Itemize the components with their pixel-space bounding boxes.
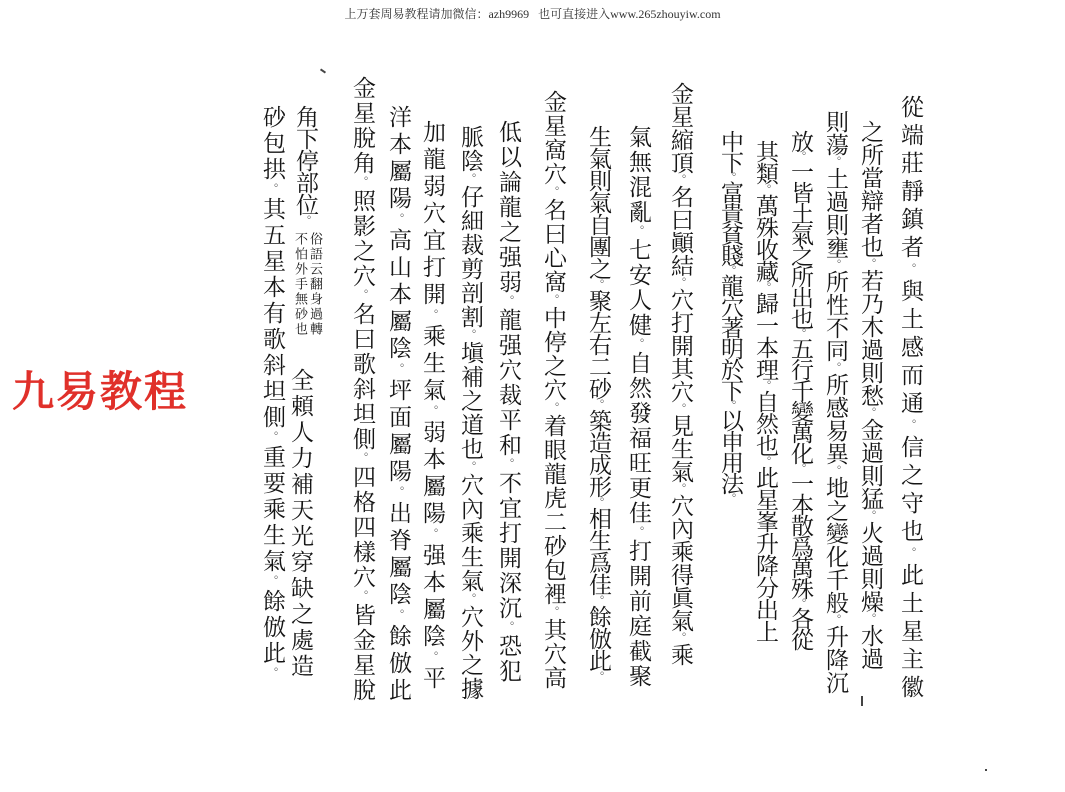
inline-note: 俗語云翻身過轉不怕外手無砂也 — [292, 232, 322, 337]
scan-speck — [861, 696, 863, 706]
text-column-6: 中下。富貴貧賤。龍穴著明於下。以申用法。 — [717, 130, 743, 502]
text-column-2: 之所當辯者也。若乃木過則愁。金過則猛。火過則燥。水過 — [857, 120, 883, 670]
text-column-11: 低以論龍之强弱。龍强穴裁平和。不宜打開深沉。恐犯 — [495, 120, 521, 684]
text-column-3: 則蕩。土過則壅。所性不同。所感易異。地之變化千般。升降沉 — [822, 110, 848, 694]
text-column-13: 加龍弱穴宜打開。乘生氣。弱本屬陽。强本屬陰。平 — [419, 120, 445, 693]
text-column-12: 脈陰。仔細裁剪剖割。塡補之道也。穴內乘生氣。穴外之據 — [457, 125, 483, 701]
text-column-16-top: 角下停部位。 — [292, 105, 318, 225]
scan-speck — [320, 68, 326, 73]
text-column-10: 金星窩穴。名曰心窩。中停之穴。着眼龍虎二砂包裡。其穴高 — [540, 90, 566, 690]
text-column-4: 放。一皆土氣之所出也。五行千變萬化。一本散爲萬殊。各從 — [787, 130, 813, 649]
text-column-8: 氣無混亂。七安人健。自然發福旺更佳。打開前庭截聚 — [625, 125, 651, 689]
text-column-7: 金星縮頂。名曰顚結。穴打開其穴。見生氣。穴內乘得眞氣。乘 — [667, 82, 693, 666]
header-banner: 上万套周易教程请加微信：azh9969 也可直接进入www.265zhouyiw.com — [344, 7, 721, 21]
text-column-1: 從端莊靜鎮者。與土感而通。信之守也。此土星主徽 — [897, 95, 923, 703]
text-column-16-bottom: 全頼人力補天光穿缺之處造 — [287, 368, 313, 680]
scan-speck — [985, 769, 987, 771]
text-column-5: 其類。萬殊收藏。歸一本理。自然也。此星峯升降分出上 — [752, 140, 778, 642]
text-column-15: 金星脫角。照影之穴。名曰歌斜坦側。四格四樣穴。皆金星脫 — [349, 76, 375, 703]
text-column-17: 砂包拱。其五星本有歌斜坦側。重要乘生氣。餘倣此。 — [259, 105, 285, 681]
text-column-14: 洋本屬陽。高山本屬陰。坪面屬陽。出脊屬陰。餘倣此 — [385, 105, 411, 705]
watermark-logo: 九易教程 — [12, 367, 189, 416]
text-column-9: 生氣則氣自團之。聚左右二砂。築造成形。相生爲佳。餘倣此。 — [585, 125, 611, 681]
